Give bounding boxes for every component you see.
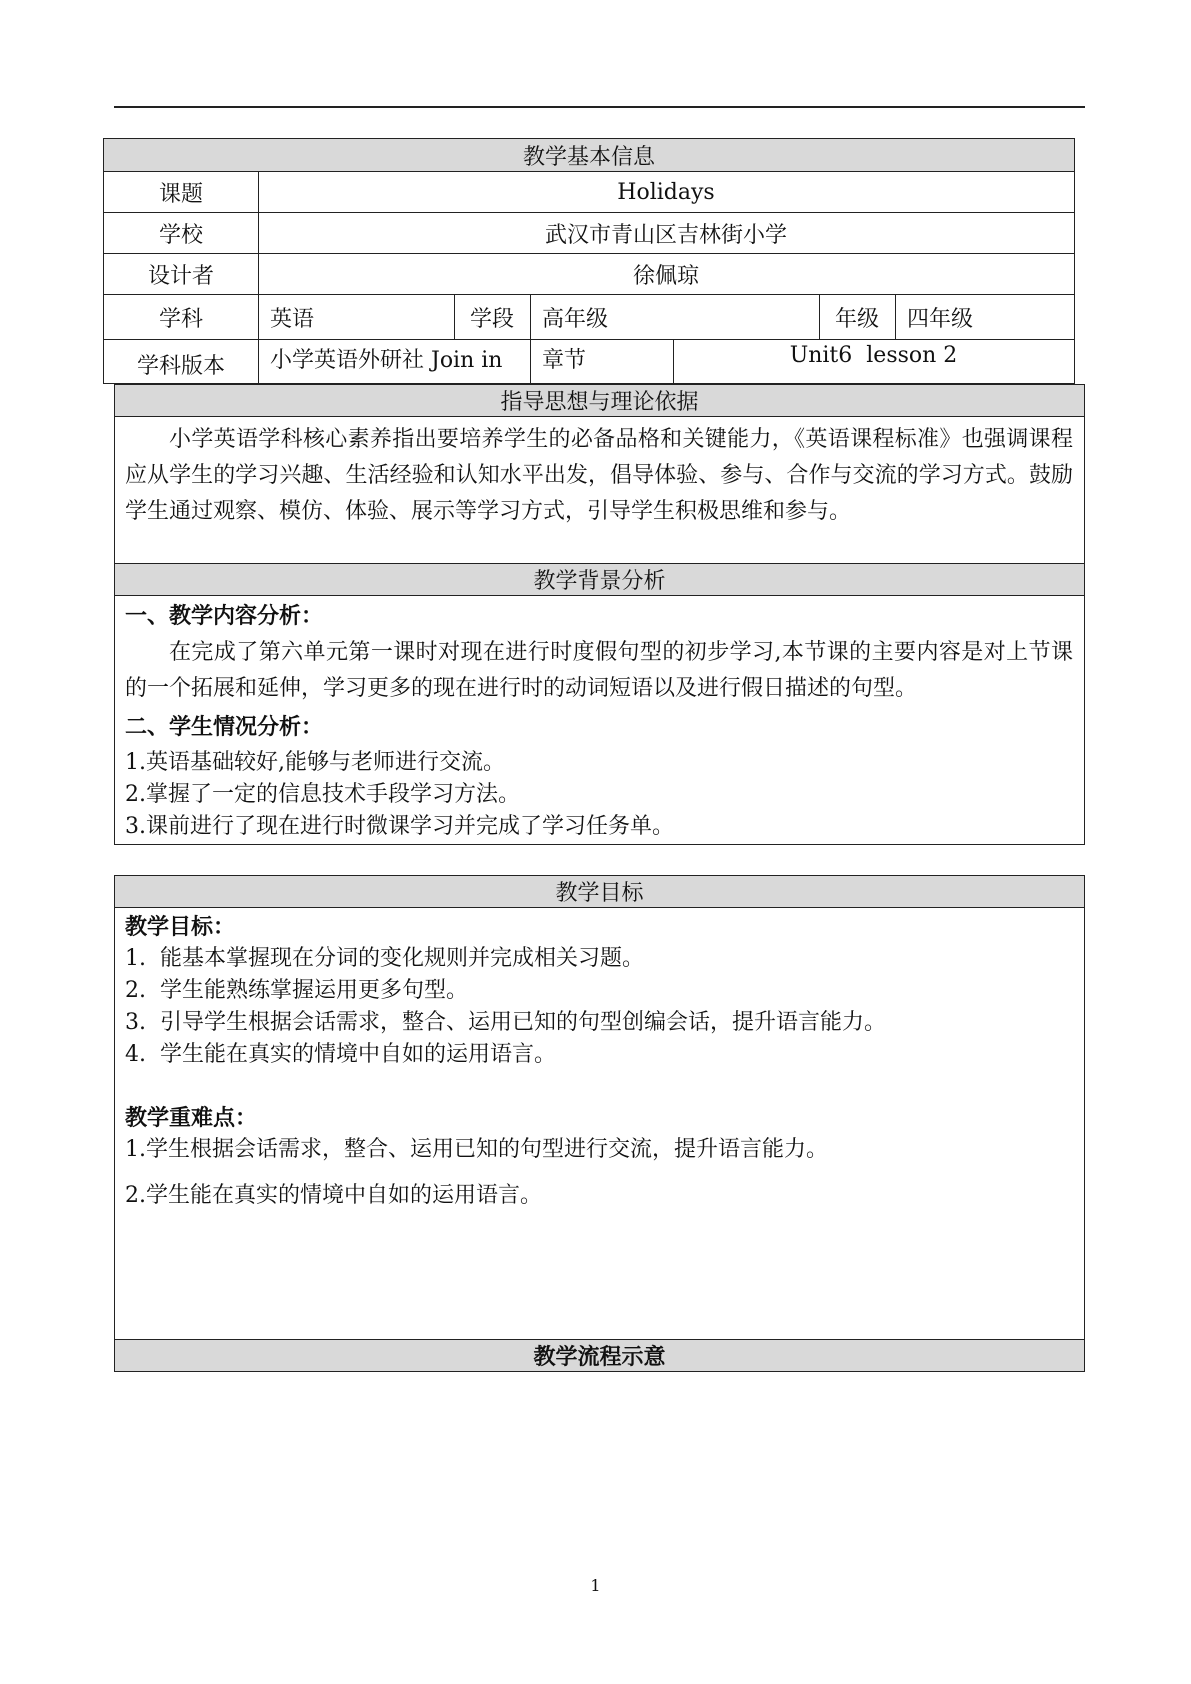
flow-header: 教学流程示意: [115, 1340, 1084, 1371]
page-number: 1: [590, 1576, 601, 1595]
basic-info-header: 教学基本信息: [104, 139, 1074, 171]
goal-item: 3. 引导学生根据会话需求，整合、运用已知的句型创编会话，提升语言能力。: [125, 1010, 886, 1035]
goals-title: 教学目标：: [125, 914, 236, 940]
goal-item: 2. 学生能熟练掌握运用更多句型。: [125, 978, 468, 1003]
guiding-background-table: [114, 384, 1085, 845]
grade-label: 年级: [834, 306, 879, 332]
goal-item: 4. 学生能在真实的情境中自如的运用语言。: [125, 1042, 556, 1067]
student-analysis-title: 二、学生情况分析：: [125, 714, 324, 740]
grade-value: 四年级: [907, 306, 974, 332]
version-value: 小学英语外研社 Join in: [270, 348, 503, 373]
student-item: 1.英语基础较好,能够与老师进行交流。: [125, 750, 505, 775]
stage-value: 高年级: [542, 306, 609, 332]
chapter-value: Unit6 lesson 2: [789, 343, 958, 368]
version-label: 学科版本: [136, 354, 225, 379]
stage-label: 学段: [469, 306, 514, 332]
guiding-text: 小学英语学科核心素养指出要培养学生的必备品格和关键能力，《英语课程标准》也强调课程应从学生的学习兴趣、生活经验和认知水平出发，倡导体验、参与、合作与交流的学习方式。鼓励学生通过观察、模仿、体验、展示等学习方式，引导学生积极思维和参与。: [125, 427, 1073, 524]
chapter-label: 章节: [542, 348, 587, 373]
goal-item: 1. 能基本掌握现在分词的变化规则并完成相关习题。: [125, 946, 644, 971]
objectives-table: [114, 875, 1085, 1372]
subject-value: 英语: [270, 306, 315, 332]
designer-value: 徐佩琼: [632, 263, 699, 289]
key-points-title: 教学重难点：: [125, 1105, 258, 1131]
guiding-header: 指导思想与理论依据: [115, 385, 1084, 416]
background-header: 教学背景分析: [115, 564, 1084, 595]
topic-label: 课题: [158, 181, 203, 207]
designer-label: 设计者: [147, 263, 214, 289]
school-value: 武汉市青山区吉林街小学: [544, 222, 787, 248]
subject-label: 学科: [158, 306, 203, 332]
top-rule: [114, 106, 1085, 108]
student-item: 2.掌握了一定的信息技术手段学习方法。: [125, 782, 520, 807]
topic-value: Holidays: [617, 179, 715, 205]
key-point-item: 1.学生根据会话需求，整合、运用已知的句型进行交流，提升语言能力。: [125, 1137, 828, 1162]
student-item: 3.课前进行了现在进行时微课学习并完成了学习任务单。: [125, 814, 674, 839]
basic-info-table: [103, 138, 1075, 384]
content-analysis-title: 一、教学内容分析：: [125, 603, 324, 629]
content-analysis-text: 在完成了第六单元第一课时对现在进行时度假句型的初步学习,本节课的主要内容是对上节课的一个拓展和延伸，学习更多的现在进行时的动词短语以及进行假日描述的句型。: [125, 640, 1073, 701]
key-point-item: 2.学生能在真实的情境中自如的运用语言。: [125, 1183, 542, 1208]
objectives-header: 教学目标: [115, 876, 1084, 907]
school-label: 学校: [158, 222, 203, 248]
